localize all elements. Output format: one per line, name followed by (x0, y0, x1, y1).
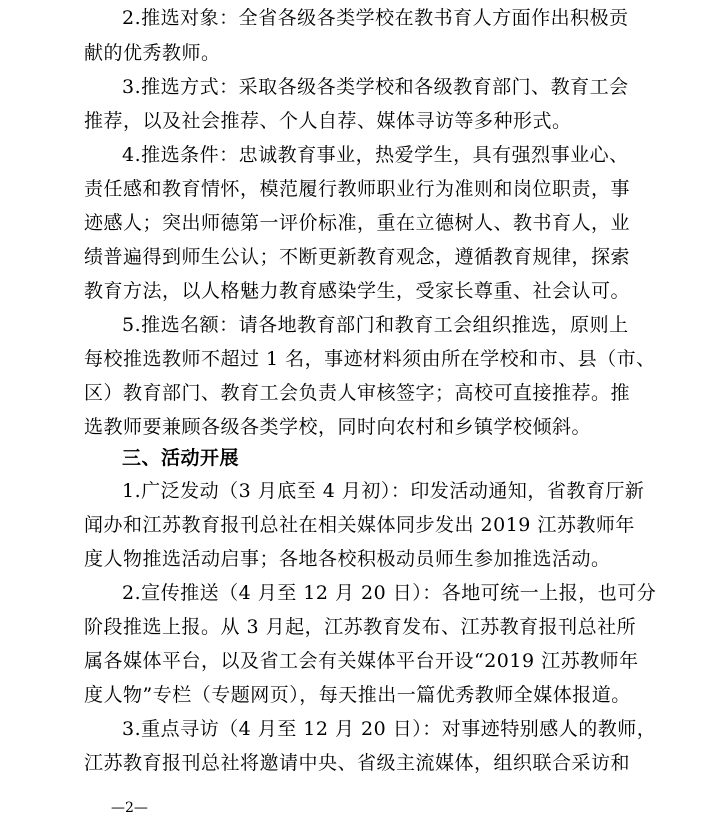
text-line: 责任感和教育情怀，模范履行教师职业行为准则和岗位职责，事 (84, 178, 631, 200)
text-line: 3.推选方式：采取各级各类学校和各级教育部门、教育工会 (122, 76, 629, 98)
text-line: 江苏教育报刊总社将邀请中央、省级主流媒体，组织联合采访和 (84, 752, 631, 774)
text-line: 5.推选名额：请各地教育部门和教育工会组织推选，原则上 (122, 314, 629, 336)
text-line: 度人物”专栏（专题网页），每天推出一篇优秀教师全媒体报道。 (84, 684, 631, 706)
text-line: 1.广泛发动（3 月底至 4 月初）：印发活动通知，省教育厅新 (122, 480, 645, 502)
text-line: 献的优秀教师。 (84, 42, 221, 64)
text-line: 2.推选对象：全省各级各类学校在教书育人方面作出积极贡 (122, 7, 629, 29)
text-line: 4.推选条件：忠诚教育事业，热爱学生，具有强烈事业心、 (122, 144, 629, 166)
text-line: 属各媒体平台，以及省工会有关媒体平台开设“2019 江苏教师年 (84, 650, 639, 672)
text-line: 闻办和江苏教育报刊总社在相关媒体同步发出 2019 江苏教师年 (84, 514, 635, 536)
text-line: 2.宣传推送（4 月至 12 月 20 日）：各地可统一上报，也可分 (122, 582, 657, 604)
text-line: 度人物推选活动启事；各地各校积极动员师生参加推选活动。 (84, 548, 611, 570)
text-line: 3.重点寻访（4 月至 12 月 20 日）：对事迹特别感人的教师， (122, 718, 657, 740)
text-line: 选教师要兼顾各级各类学校，同时向农村和乡镇学校倾斜。 (84, 416, 592, 438)
text-line: 推荐，以及社会推荐、个人自荐、媒体寻访等多种形式。 (84, 110, 572, 132)
text-line: 教育方法，以人格魅力教育感染学生，受家长尊重、社会认可。 (84, 280, 631, 302)
text-line: 绩普遍得到师生公认；不断更新教育观念，遵循教育规律，探索 (84, 246, 631, 268)
text-line: 区）教育部门、教育工会负责人审核签字；高校可直接推荐。推 (84, 382, 631, 404)
page-number: —2— (111, 800, 148, 816)
text-line: 阶段推选上报。从 3 月起，江苏教育发布、江苏教育报刊总社所 (84, 616, 637, 638)
text-line: 每校推选教师不超过 1 名，事迹材料须由所在学校和市、县（市、 (84, 348, 656, 370)
section-heading: 三、活动开展 (122, 447, 240, 469)
text-line: 迹感人；突出师德第一评价标准，重在立德树人、教书育人，业 (84, 212, 631, 234)
